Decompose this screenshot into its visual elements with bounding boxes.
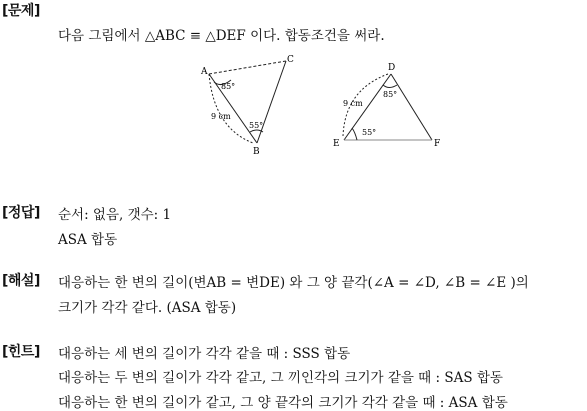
answer-line-1: 순서: 없음, 갯수: 1: [58, 207, 172, 223]
angle-b-label: 55°: [249, 121, 264, 130]
side-de-label: 9 cm: [343, 99, 363, 108]
explanation-line-1: 대응하는 한 변의 길이(변AB = 변DE) 와 그 양 끝각(∠A = ∠D, ∠B = ∠E )의: [58, 275, 529, 291]
problem-text: 다음 그림에서 △ABC ≡ △DEF 이다. 합동조건을 써라.: [58, 28, 385, 44]
angle-e-label: 55°: [362, 128, 377, 137]
vertex-b: B: [253, 147, 260, 157]
hint-line-3: 대응하는 한 변의 길이가 같고, 그 양 끝각의 크기가 각각 같을 때 : ASA 합동: [58, 395, 508, 411]
triangle-abc: [209, 61, 286, 143]
vertex-d: D: [388, 63, 396, 73]
explanation-label: [해설]: [2, 273, 40, 289]
vertex-e: E: [333, 139, 340, 149]
side-ab-label: 9 cm: [211, 112, 231, 121]
hint-line-2: 대응하는 두 변의 길이가 각각 같고, 그 끼인각의 크기가 같을 때 : SAS 합동: [58, 370, 503, 386]
hint-label: [힌트]: [2, 344, 40, 360]
angle-a-label: 85°: [221, 82, 236, 91]
vertex-c: C: [287, 55, 294, 65]
vertex-f: F: [434, 139, 441, 149]
hint-line-1: 대응하는 세 변의 길이가 각각 같을 때 : SSS 합동: [58, 346, 351, 362]
answer-line-2: ASA 합동: [58, 232, 118, 248]
explanation-line-2: 크기가 각각 같다. (ASA 합동): [58, 300, 237, 316]
vertex-a: A: [201, 67, 208, 77]
angle-d-label: 85°: [383, 90, 398, 99]
answer-label: [정답]: [2, 205, 40, 221]
triangle-figure: [0, 50, 587, 210]
problem-label: [문제]: [2, 3, 40, 19]
